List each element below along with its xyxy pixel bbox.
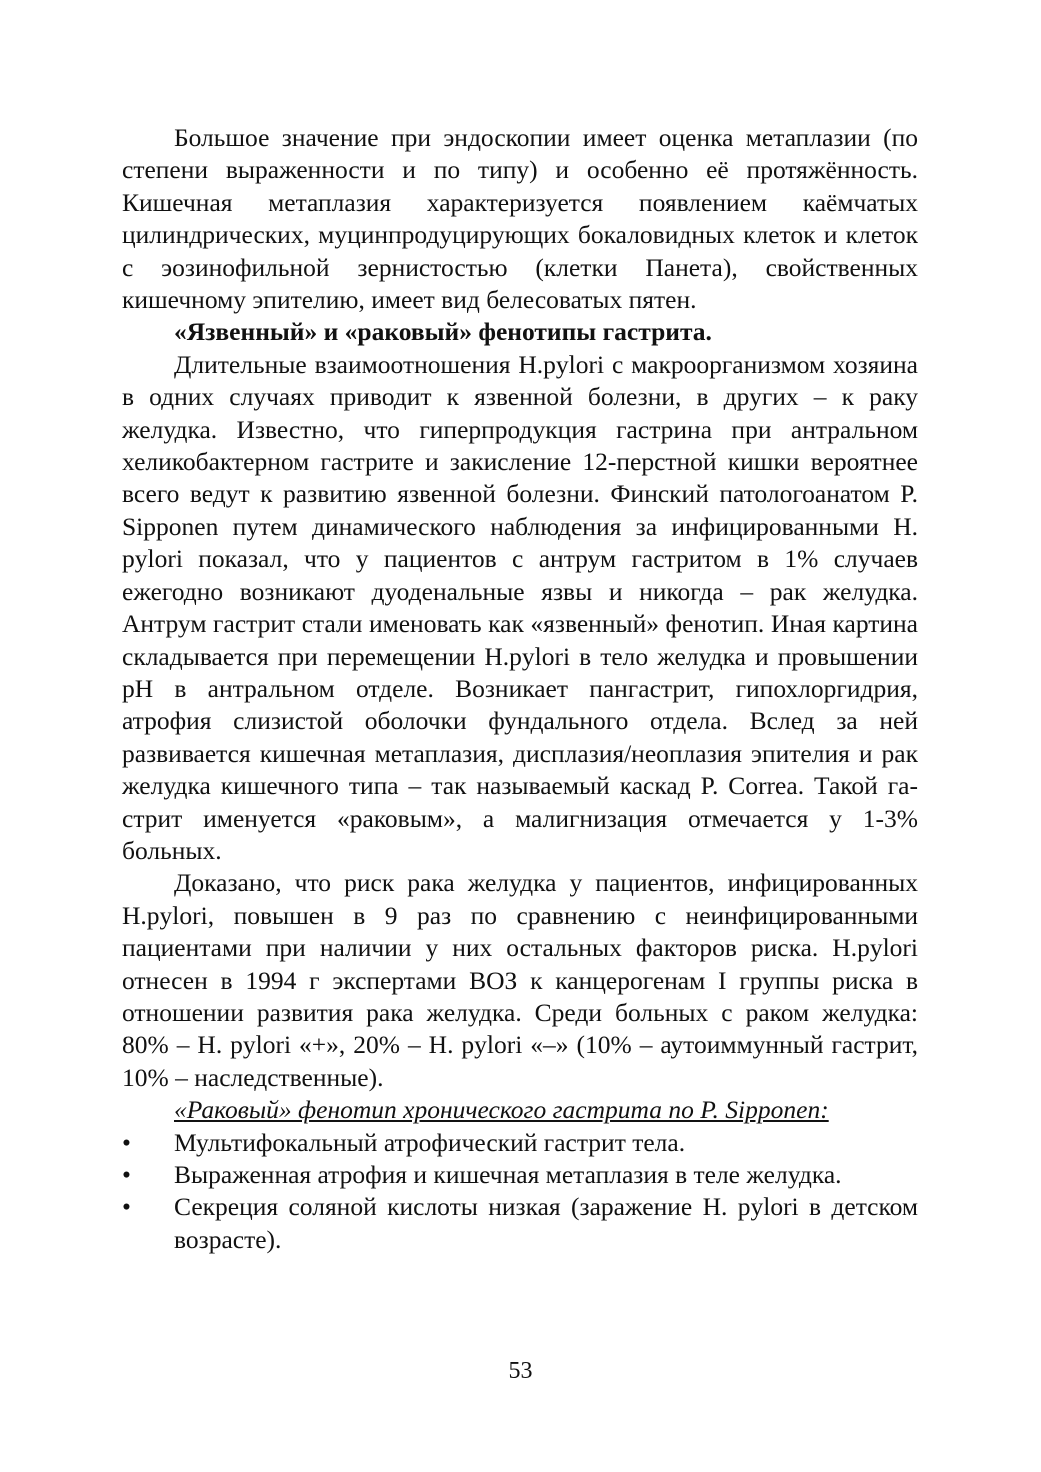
list-item: [122, 1159, 918, 1191]
list-item-text: Секреция соляной кислоты низкая (заражение H. pylori в детском возрасте).: [174, 1192, 918, 1254]
list-item: [122, 1127, 918, 1159]
bullet-icon: •: [122, 1160, 131, 1189]
paragraph-cancer-risk: Доказано, что риск рака желудка у пациентов, инфицированных H.pylori, повышен в 9 раз по сравнению с неинфицированными пациентами при наличии у них остальных факторов риска. H.pylori отнесен в 1994 г экспертами ВОЗ к канцерогенам I группы риска в отношении развития рака желудка. Среди больных с раком желудка: 80% – H. pylori «+», 20% – H. pylori «–» (10% – аутоиммунный гастрит, 10% – наследственные).: [122, 868, 918, 1092]
bullet-icon: •: [122, 1192, 131, 1222]
list-subheading: «Раковый» фенотип хронического гастрита по P. Sipponen:: [174, 1095, 829, 1125]
list-item-text: Мультифокальный атрофический гастрит тела.: [174, 1127, 686, 1157]
bullet-icon: •: [122, 1127, 131, 1157]
page-body: [122, 122, 918, 1256]
paragraph-phenotypes: Длительные взаимоотношения H.pylori с макроорганизмом хозяина в одних случаях приводит к язвенной болезни, в других – к раку желудка. Известно, что гиперпродукция гастрина при антральном хеликобактерном гастрите и закисление 12-перстной кишки вероятнее всего ведут к развитию язвенной болезни. Финский патологоанатом P. Sipponen путем динамического наблюдения за инфицированными H. pylori показал, что у пациентов с антрум гастритом в 1% случаев ежегодно возникают дуоденальные язвы и никогда – рак желудка. Антрум гастрит стали именовать как «язвенный» фенотип. Иная картина складывается при перемещении H.pylori в тело желудка и провышении pH в антральном отделе. Возникает пангастрит, гипохлоргидрия, атрофия слизистой оболочки фундального отдела. Вслед за ней развивается кишечная метаплазия, дисплазия/неоплазия эпителия и рак желудка кишечного типа – так называемый каскад P. Correa. Такой гастрит именуется «раковым», а малигнизация отмечается у 1-3% больных.: [122, 349, 918, 865]
list-item-text: Выраженная атрофия и кишечная метаплазия в теле желудка.: [174, 1160, 842, 1189]
bullet-list: [122, 1127, 918, 1257]
section-heading: «Язвенный» и «раковый» фенотипы гастрита.: [174, 317, 712, 347]
paragraph-metaplasia: Большое значение при эндоскопии имеет оценка метаплазии (по степени выраженности и по типу) и особенно её протяжённость. Кишечная метаплазия характеризуется появлением каёмчатых цилиндрических, муцинпродуцирующих бокаловидных клеток и клеток с эозинофильной зернистостью (клетки Панета), свойственных кишечному эпителию, имеет вид белесоватых пятен.: [122, 123, 918, 315]
page-number: 53: [508, 1358, 533, 1384]
list-item: [122, 1191, 918, 1256]
